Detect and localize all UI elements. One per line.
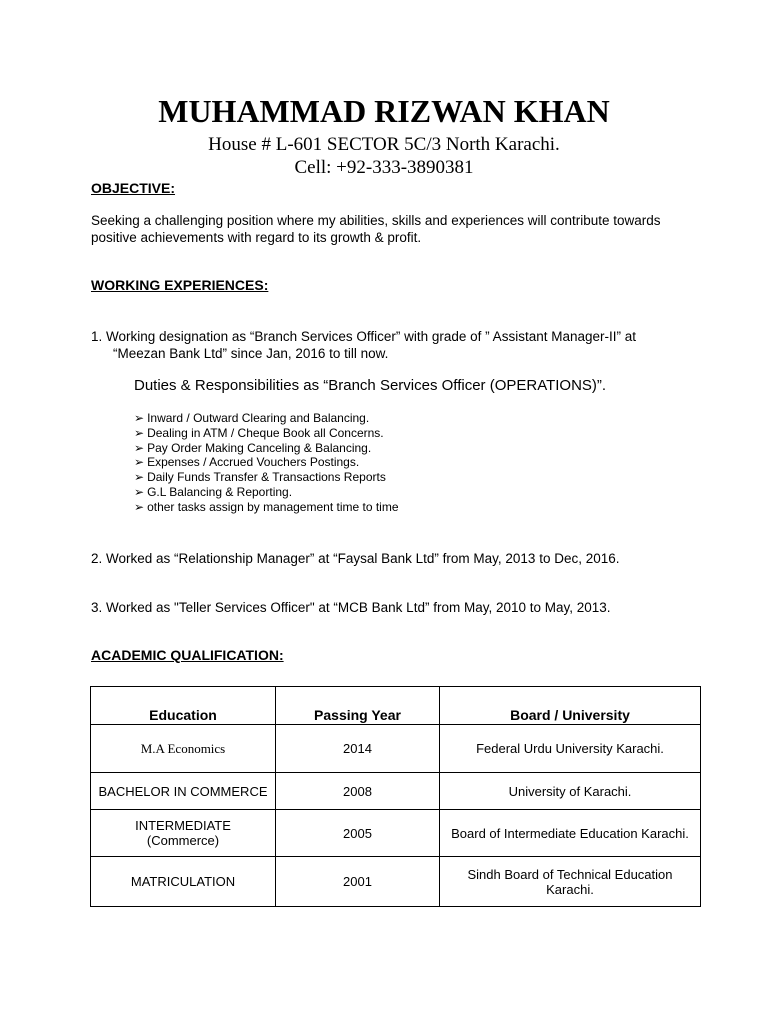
academic-heading: ACADEMIC QUALIFICATION:: [91, 647, 284, 663]
duty-item: ➢ Daily Funds Transfer & Transactions Reports: [134, 470, 399, 485]
board-cell: University of Karachi.: [440, 773, 701, 810]
objective-text: Seeking a challenging position where my abilities, skills and experiences will contribute towards positive achievements with regard to its growth & profit.: [91, 213, 661, 245]
education-cell: [91, 810, 276, 857]
duty-item: ➢ other tasks assign by management time to time: [134, 500, 399, 515]
education-text: INTERMEDIATE: [135, 818, 231, 833]
year-cell: 2008: [276, 773, 440, 810]
year-cell: 2005: [276, 810, 440, 857]
year-cell: 2001: [276, 857, 440, 907]
table-row: [91, 810, 701, 857]
column-header-year: Passing Year: [276, 687, 440, 725]
duties-list: [134, 411, 399, 515]
duty-item: ➢ Inward / Outward Clearing and Balancing.: [134, 411, 399, 426]
education-cell: MATRICULATION: [91, 857, 276, 907]
address-line: House # L-601 SECTOR 5C/3 North Karachi.: [208, 134, 560, 155]
objective-heading: OBJECTIVE:: [91, 180, 176, 196]
experience-item-1-cont: “Meezan Bank Ltd” since Jan, 2016 to till now.: [113, 346, 389, 361]
education-cell: BACHELOR IN COMMERCE: [91, 773, 276, 810]
duties-heading: Duties & Responsibilities as “Branch Services Officer (OPERATIONS)”.: [134, 377, 607, 394]
board-cell: Board of Intermediate Education Karachi.: [440, 810, 701, 857]
cell-line: Cell: +92-333-3890381: [294, 157, 474, 178]
duty-item: ➢ Expenses / Accrued Vouchers Postings.: [134, 455, 399, 470]
column-header-education: Education: [91, 687, 276, 725]
candidate-name: MUHAMMAD RIZWAN KHAN: [158, 93, 610, 129]
table-row: [91, 773, 701, 810]
table-row: [91, 725, 701, 773]
education-cell: M.A Economics: [91, 725, 276, 773]
year-cell: 2014: [276, 725, 440, 773]
duty-item: ➢ G.L Balancing & Reporting.: [134, 485, 399, 500]
table-row: [91, 857, 701, 907]
duty-item: ➢ Dealing in ATM / Cheque Book all Concerns.: [134, 426, 399, 441]
experience-item-3: 3. Worked as "Teller Services Officer" at “MCB Bank Ltd” from May, 2010 to May, 2013.: [91, 600, 611, 615]
duty-item: ➢ Pay Order Making Canceling & Balancing.: [134, 441, 399, 456]
board-cell: Federal Urdu University Karachi.: [440, 725, 701, 773]
board-cell: Sindh Board of Technical Education Karachi.: [440, 857, 701, 907]
academic-table: [90, 686, 701, 907]
experience-heading: WORKING EXPERIENCES:: [91, 277, 269, 293]
table-header-row: [91, 687, 701, 725]
experience-item-1: 1. Working designation as “Branch Services Officer” with grade of ” Assistant Manager-II” at: [91, 329, 636, 344]
experience-item-2: 2. Worked as “Relationship Manager” at “Faysal Bank Ltd” from May, 2013 to Dec, 2016.: [91, 551, 620, 566]
education-subtext: (Commerce): [146, 833, 220, 848]
column-header-board: Board / University: [440, 687, 701, 725]
